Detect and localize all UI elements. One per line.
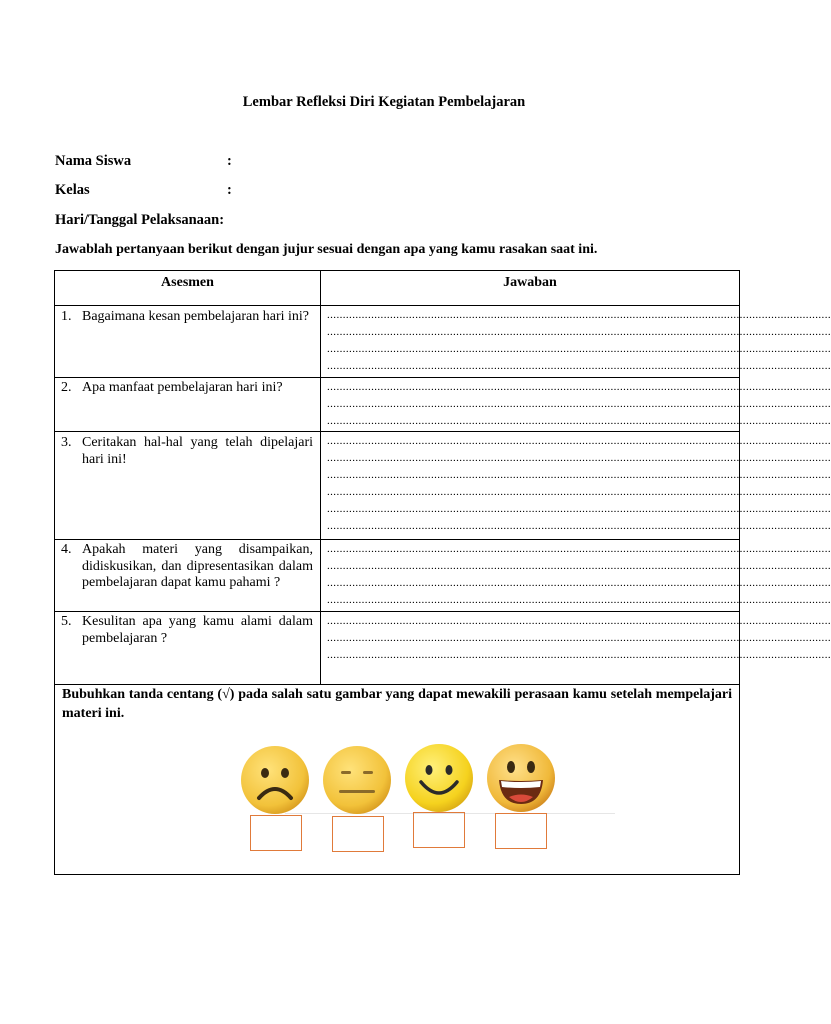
- question-2: [61, 380, 313, 397]
- question-text: Ceritakan hal-hal yang telah dipelajari hari ini!: [82, 435, 313, 467]
- answer-lines-5[interactable]: [327, 613, 831, 664]
- question-text: Kesulitan apa yang kamu alami dalam pembelajaran ?: [82, 614, 313, 646]
- answer-line[interactable]: ................................................................................................................................................................: [327, 632, 831, 644]
- column-divider: [320, 271, 321, 684]
- header-asesmen: Asesmen: [161, 275, 214, 290]
- answer-line[interactable]: ................................................................................................................................................................: [327, 435, 831, 447]
- answer-line[interactable]: ................................................................................................................................................................: [327, 520, 831, 532]
- answer-lines-1[interactable]: [327, 307, 831, 375]
- smiling-face-icon: [403, 742, 475, 814]
- field-hari-tanggal: [55, 212, 224, 229]
- field-label: Kelas: [55, 182, 90, 198]
- row-divider: [55, 431, 739, 432]
- answer-line[interactable]: ................................................................................................................................................................: [327, 486, 831, 498]
- answer-line[interactable]: ................................................................................................................................................................: [327, 543, 831, 555]
- grinning-face-icon: [485, 742, 557, 814]
- answer-line[interactable]: ................................................................................................................................................................: [327, 615, 831, 627]
- question-5: [61, 614, 313, 647]
- answer-line[interactable]: ................................................................................................................................................................: [327, 560, 831, 572]
- sad-face-icon: [239, 744, 311, 816]
- question-1: [61, 309, 313, 326]
- field-kelas: [55, 182, 232, 199]
- question-4: [61, 542, 313, 592]
- answer-lines-2[interactable]: [327, 379, 831, 430]
- field-label: Nama Siswa: [55, 153, 132, 169]
- question-text: Apa manfaat pembelajaran hari ini?: [82, 380, 283, 395]
- answer-line[interactable]: ................................................................................................................................................................: [327, 360, 831, 372]
- page-title: Lembar Refleksi Diri Kegiatan Pembelajaran: [242, 94, 526, 110]
- row-divider: [55, 377, 739, 378]
- field-label: Hari/Tanggal Pelaksanaan:: [55, 212, 225, 228]
- answer-line[interactable]: ................................................................................................................................................................: [327, 469, 831, 481]
- answer-line[interactable]: ................................................................................................................................................................: [327, 398, 831, 410]
- checkbox-sad[interactable]: [250, 815, 302, 851]
- neutral-face-icon: [321, 744, 393, 816]
- answer-line[interactable]: ................................................................................................................................................................: [327, 326, 831, 338]
- row-divider: [55, 305, 739, 306]
- question-number: 1.: [61, 309, 72, 324]
- question-number: 3.: [61, 435, 72, 450]
- answer-line[interactable]: ................................................................................................................................................................: [327, 415, 831, 427]
- answer-line[interactable]: ................................................................................................................................................................: [327, 381, 831, 393]
- instruction-text: Jawablah pertanyaan berikut dengan jujur sesuai dengan apa yang kamu rasakan saat ini.: [55, 242, 598, 257]
- answer-lines-4[interactable]: [327, 541, 831, 609]
- answer-line[interactable]: ................................................................................................................................................................: [327, 649, 831, 661]
- checkbox-neutral[interactable]: [332, 816, 384, 852]
- field-nama-siswa: [55, 153, 232, 170]
- checkbox-grin[interactable]: [495, 813, 547, 849]
- answer-line[interactable]: ................................................................................................................................................................: [327, 594, 831, 606]
- answer-line[interactable]: ................................................................................................................................................................: [327, 343, 831, 355]
- answer-line[interactable]: ................................................................................................................................................................: [327, 452, 831, 464]
- row-divider: [55, 611, 739, 612]
- row-divider: [55, 539, 739, 540]
- answer-line[interactable]: ................................................................................................................................................................: [327, 577, 831, 589]
- question-number: 5.: [61, 614, 72, 629]
- header-jawaban: Jawaban: [503, 275, 557, 290]
- question-3: [61, 435, 313, 468]
- answer-line[interactable]: ................................................................................................................................................................: [327, 309, 831, 321]
- answer-lines-3[interactable]: [327, 433, 831, 535]
- feeling-instruction: Bubuhkan tanda centang (√) pada salah satu gambar yang dapat mewakili perasaan kamu setelah mempelajari materi ini.: [62, 687, 732, 721]
- question-number: 4.: [61, 542, 72, 557]
- assessment-table: [54, 270, 831, 875]
- checkbox-smile[interactable]: [413, 812, 465, 848]
- field-colon: :: [227, 182, 232, 198]
- question-number: 2.: [61, 380, 72, 395]
- question-text: Bagaimana kesan pembelajaran hari ini?: [82, 309, 310, 324]
- answer-line[interactable]: ................................................................................................................................................................: [327, 503, 831, 515]
- field-colon: :: [227, 153, 232, 169]
- question-text: Apakah materi yang disampaikan, didiskusikan, dan dipresentasikan dalam pembelajaran dapat kamu pahami ?: [82, 542, 313, 590]
